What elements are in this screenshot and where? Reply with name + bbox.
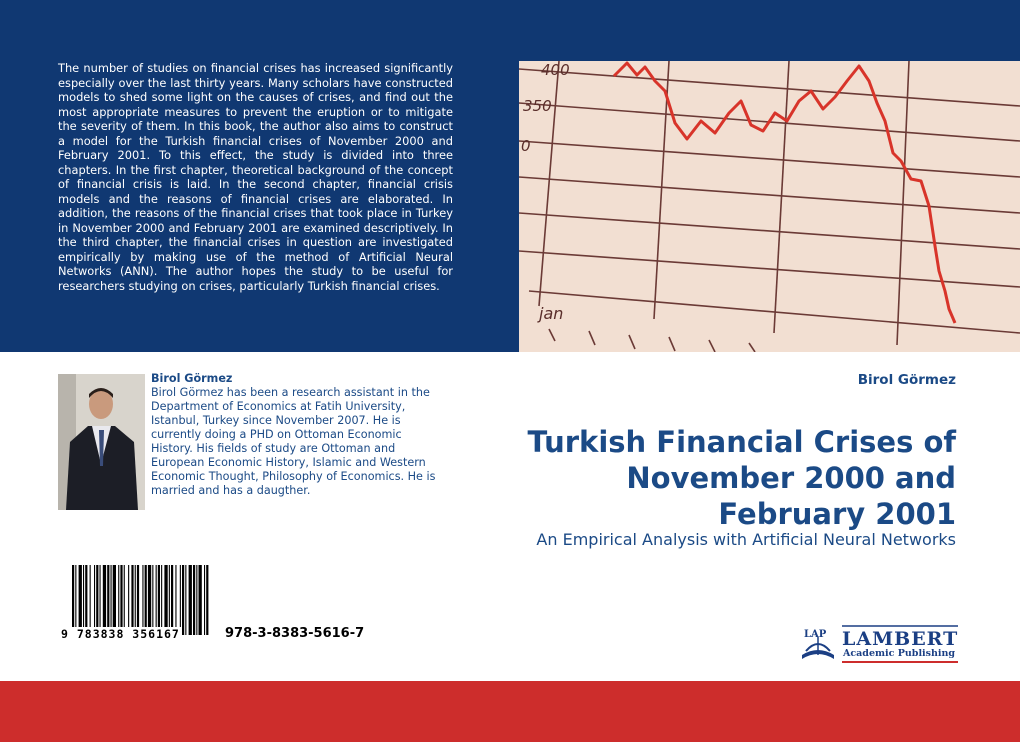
publisher-name: LAMBERT [842, 628, 959, 650]
author-bio-block [151, 372, 441, 498]
front-author-name: Birol Görmez [857, 372, 956, 388]
publisher-subtitle: Academic Publishing [843, 648, 956, 659]
isbn-number: 978-3-8383-5616-7 [225, 626, 365, 641]
publisher-logo-mark: LAP [804, 629, 827, 640]
barcode-digits: 9 783838 356167 [61, 627, 180, 641]
bio-author-name: Birol Görmez [151, 372, 233, 385]
back-cover-blurb: The number of studies on financial crises has increased significantly especially over the last thirty years. Many scholars have constructed models to shed some light on the causes of crises, and find out the most appropriate measures to prevent the eruption or to mitigate the severity of them. In this book, the author also aims to construct a model for the Turkish financial crises of November 2000 and February 2001. To this effect, the study is divided into three chapters. In the first chapter, theoretical background of the concept of financial crisis is laid. In the second chapter, financial crisis models and the reasons of financial crises are elaborated. In addition, the reasons of the financial crises that took place in Turkey in November 2000 and February 2001 are examined descriptively. In the third chapter, the financial crises in question are investigated empirically by making use of the method of Artificial Neural Networks (ANN). The author hopes the study to be useful for researchers studying on crises, particularly Turkish financial crises. [58, 61, 453, 293]
cover-chart-photo [519, 61, 1020, 352]
book-subtitle: An Empirical Analysis with Artificial Neural Networks [536, 530, 956, 549]
photo-label-400: 400 [541, 61, 570, 79]
author-photo [58, 374, 145, 510]
book-title: Turkish Financial Crises of November 2000 and February 2001 [527, 425, 956, 531]
bio-text: Birol Görmez has been a research assistant in the Department of Economics at Fatih University, Istanbul, Turkey since November 2007. He is currently doing a PHD on Ottoman Economic History. His fields of study are Ottoman and European Economic History, Islamic and Western Economic Thought, Philosophy of Economics. He is married and has a daugther. [151, 386, 436, 497]
photo-label-0: 0 [521, 137, 531, 155]
photo-label-jan: jan [539, 304, 564, 323]
bottom-red-band [0, 681, 1020, 742]
photo-label-350: 350 [523, 97, 552, 115]
